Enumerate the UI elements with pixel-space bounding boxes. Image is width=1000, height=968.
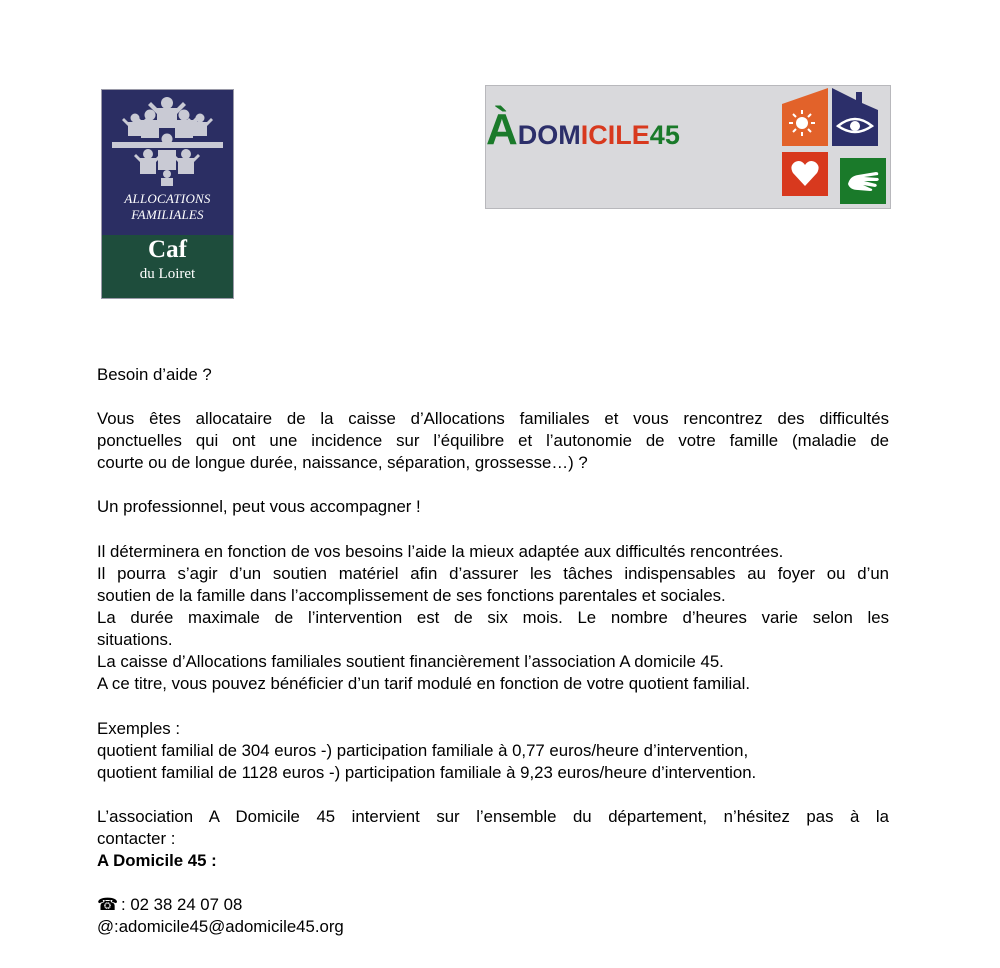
caf-logo-name: Caf — [148, 236, 187, 263]
organization-name: A Domicile 45 : — [97, 851, 217, 870]
paragraph-1 — [97, 408, 889, 474]
heading-text: Besoin d’aide ? — [97, 365, 212, 384]
paragraph-3-line: Il pourra s’agir d’un soutien matériel afin d’assurer les tâches indispensables au foyer ou d’un — [97, 564, 889, 583]
wordmark-45: 45 — [649, 120, 680, 150]
paragraph-3-line: Il déterminera en fonction de vos besoins l’aide la mieux adaptée aux difficultés rencontrées. — [97, 542, 784, 561]
paragraph-1-line: courte ou de longue durée, naissance, séparation, grossesse…) ? — [97, 453, 588, 472]
caf-loiret-logo — [102, 90, 233, 298]
paragraph-3-line: situations. — [97, 630, 173, 649]
wordmark-a: À — [486, 105, 518, 154]
phone-icon: ☎ — [97, 895, 118, 914]
example-line: quotient familial de 1128 euros -) participation familiale à 9,23 euros/heure d’intervention. — [97, 763, 757, 782]
house-icons-graphic — [780, 86, 890, 208]
caf-logo-top-panel — [102, 90, 233, 235]
examples-section — [97, 718, 889, 784]
paragraph-2 — [97, 496, 889, 518]
paragraph-3 — [97, 541, 889, 695]
paragraph-4 — [97, 806, 889, 872]
heading — [97, 364, 889, 386]
hand-icon — [840, 158, 886, 204]
paragraph-3-line: A ce titre, vous pouvez bénéficier d’un tarif modulé en fonction de votre quotient familial. — [97, 674, 750, 693]
contact-info — [97, 894, 889, 938]
paragraph-4-line: contacter : — [97, 829, 176, 848]
wordmark-dom: DOM — [517, 120, 581, 150]
sun-icon — [782, 88, 828, 146]
paragraph-3-line: soutien de la famille dans l’accomplissement de ses fonctions parentales et sociales. — [97, 586, 726, 605]
wordmark-icile: ICILE — [580, 120, 650, 150]
adomicile45-logo — [486, 86, 890, 208]
caf-logo-line-1: ALLOCATIONS — [124, 191, 211, 206]
paragraph-3-line: La caisse d’Allocations familiales soutient financièrement l’association A domicile 45. — [97, 652, 724, 671]
paragraph-1-line: ponctuelles qui ont une incidence sur l’équilibre et l’autonomie de votre famille (maladie de — [97, 431, 889, 450]
family-figures-icon — [110, 94, 225, 186]
example-line: quotient familial de 304 euros -) participation familiale à 0,77 euros/heure d’intervention, — [97, 741, 749, 760]
phone-line — [97, 894, 889, 916]
examples-label: Exemples : — [97, 719, 181, 738]
email-address[interactable]: @:adomicile45@adomicile45.org — [97, 917, 344, 936]
paragraph-3-line: La durée maximale de l’intervention est de six mois. Le nombre d’heures varie selon les — [97, 608, 889, 627]
eye-icon — [832, 88, 878, 146]
paragraph-2-text: Un professionnel, peut vous accompagner ! — [97, 497, 421, 516]
paragraph-4-line: L’association A Domicile 45 intervient sur l’ensemble du département, n’hésitez pas à la — [97, 807, 889, 826]
adomicile45-wordmark — [486, 105, 680, 154]
phone-number[interactable]: : 02 38 24 07 08 — [121, 895, 243, 914]
paragraph-1-line: Vous êtes allocataire de la caisse d’Allocations familiales et vous rencontrez des difficultés — [97, 409, 889, 428]
caf-logo-line-2: FAMILIALES — [131, 207, 204, 222]
heart-icon — [782, 152, 828, 196]
caf-logo-subtitle: du Loiret — [139, 266, 196, 282]
